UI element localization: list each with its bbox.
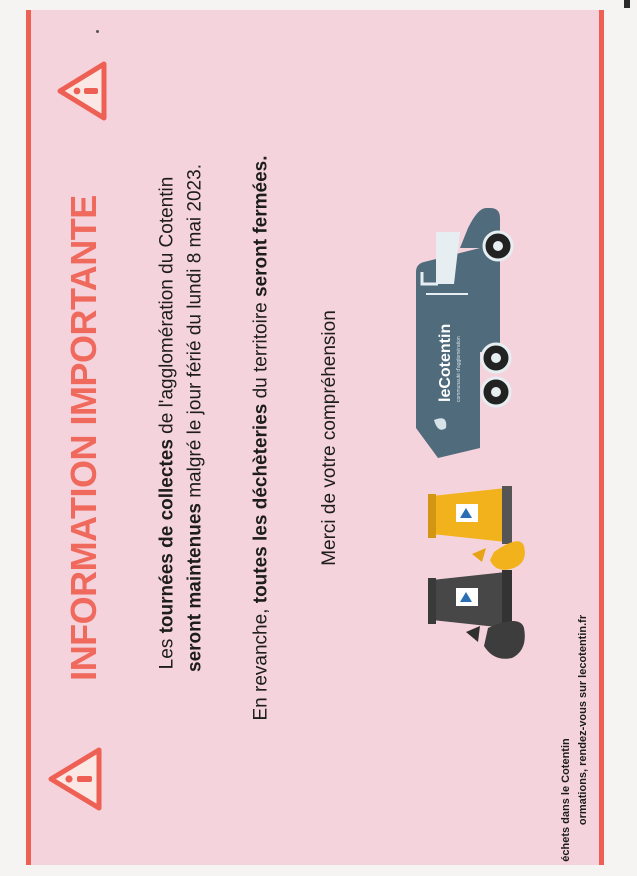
warning-icon	[45, 744, 109, 814]
notice-line-2	[186, 164, 205, 672]
footer-line-2: ormations, rendez-vous sur lecotentin.fr	[577, 614, 589, 826]
page-title: INFORMATION IMPORTANTE	[63, 195, 104, 681]
scan-speck	[96, 30, 99, 33]
waste-bin-yellow	[424, 482, 530, 578]
garbage-truck	[408, 202, 532, 464]
text-segment: En revanche,	[250, 603, 272, 721]
thanks-text: Merci de votre compréhension	[319, 310, 340, 566]
right-border	[599, 10, 604, 865]
waste-bin-grey	[424, 566, 530, 662]
truck-brand: leCotentin	[437, 323, 454, 402]
text-segment: du territoire	[250, 297, 272, 404]
text-segment-bold: toutes les déchèteries	[250, 403, 272, 604]
notice-line-3	[252, 155, 271, 720]
text-segment-bold: tournées de collectes	[156, 439, 178, 634]
truck-tagline: communauté d'agglomération	[456, 336, 462, 402]
footer-line-1: échets dans le Cotentin	[560, 738, 572, 862]
text-segment: de l'agglomération du Cotentin	[156, 176, 178, 440]
warning-icon	[54, 58, 114, 124]
text-segment-bold: seront maintenues	[184, 503, 206, 672]
notice-line-1	[158, 177, 177, 670]
scan-edge-mark	[624, 0, 630, 8]
text-segment: Les	[156, 633, 178, 670]
left-border	[26, 10, 31, 865]
text-segment-bold: seront fermées.	[250, 155, 272, 298]
text-segment: malgré le jour férié du lundi 8 mai 2023.	[184, 164, 206, 504]
